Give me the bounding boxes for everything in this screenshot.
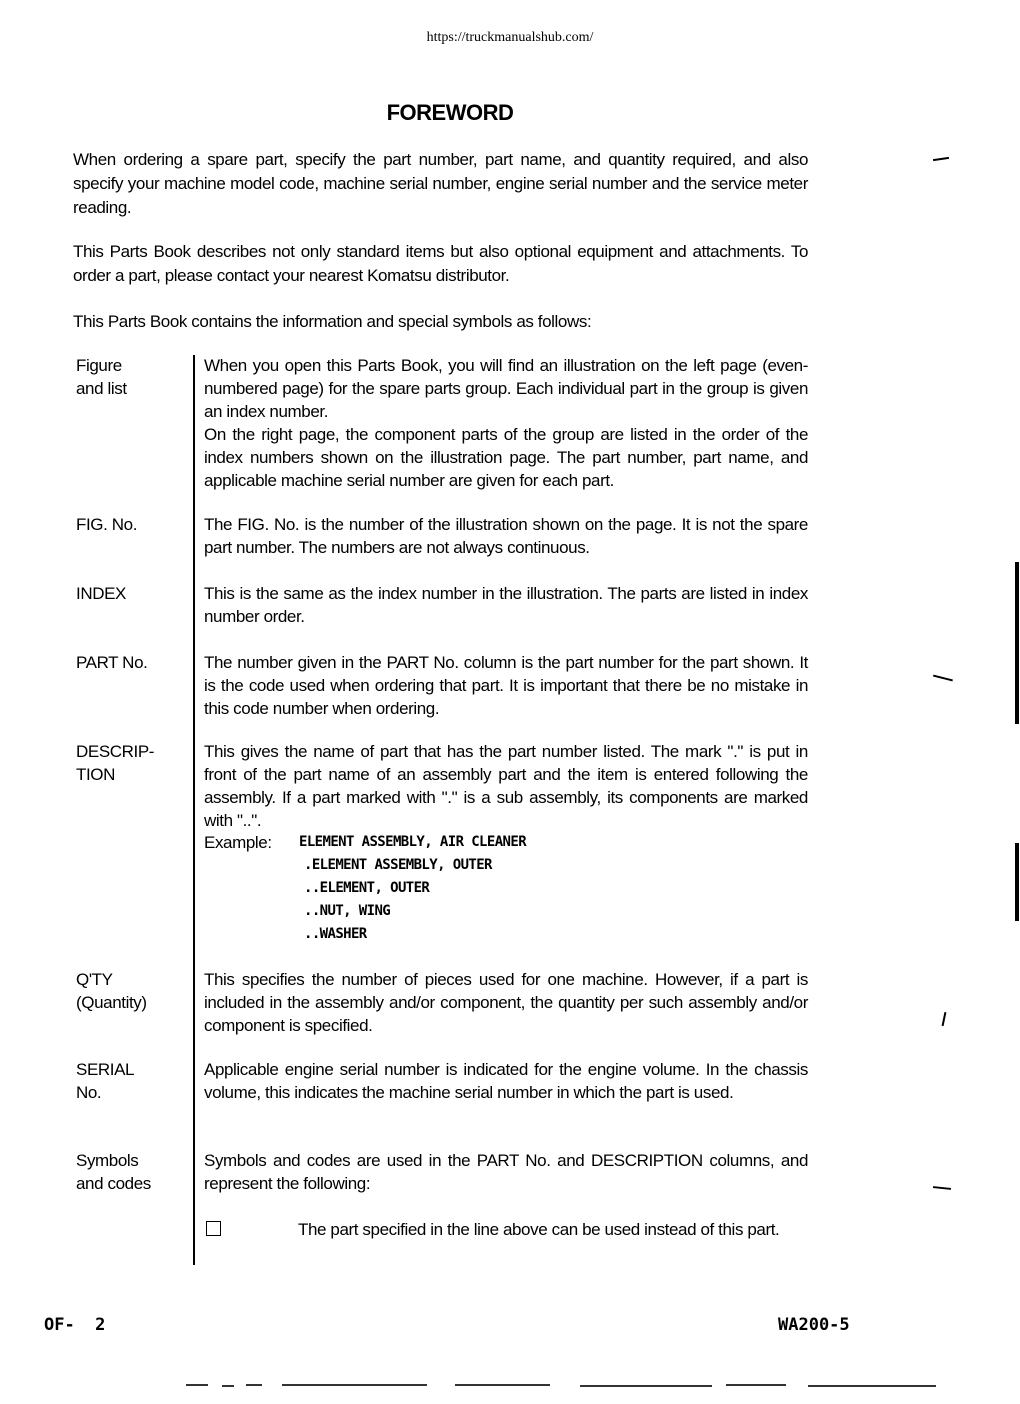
entry-label-part-no: PART No.	[76, 653, 148, 672]
entry-label-qty: Q'TY (Quantity)	[76, 970, 147, 1012]
page-title: FOREWORD	[386, 100, 514, 125]
column-divider	[193, 355, 195, 1265]
scan-line	[282, 1384, 427, 1386]
example-line: ..NUT, WING	[304, 903, 391, 919]
scan-line	[455, 1384, 550, 1386]
example-line: ..WASHER	[304, 926, 367, 942]
entry-text-figure-part2: On the right page, the component parts of the group are listed in the order of the index numbers shown on the illustration page. The part number, part name, and applicable machine serial number are given for each part.	[204, 425, 808, 490]
entry-label-symbols: Symbols and codes	[76, 1151, 151, 1193]
scan-line	[808, 1385, 936, 1387]
example-line: .ELEMENT ASSEMBLY, OUTER	[304, 857, 492, 873]
example-line: ..ELEMENT, OUTER	[304, 880, 430, 896]
entry-label-fig-no: FIG. No.	[76, 515, 138, 534]
example-lines	[299, 831, 699, 946]
scan-mark	[933, 1186, 951, 1189]
empty-square-icon	[206, 1221, 221, 1236]
entry-label-figure: Figure and list	[76, 356, 127, 398]
scan-line	[580, 1385, 712, 1387]
entry-text-index: This is the same as the index number in the illustration. The parts are listed in index number order.	[204, 584, 808, 626]
page-number: OF- 2	[44, 1315, 106, 1335]
entry-label-index: INDEX	[76, 584, 126, 603]
source-url[interactable]: https://truckmanualshub.com/	[426, 30, 594, 45]
example-line: ELEMENT ASSEMBLY, AIR CLEANER	[299, 834, 527, 850]
entry-text-fig-no: The FIG. No. is the number of the illustration shown on the page. It is not the spare part number. The numbers are not always continuous.	[204, 515, 808, 557]
example-lead: Example:	[204, 833, 272, 852]
entry-text-description: This gives the name of part that has the part number listed. The mark "." is put in front of the part name of an assembly part and the item is entered following the assembly. If a part marked with "." is a sub assembly, its components are marked with "..".	[204, 742, 808, 830]
entry-label-serial-no: SERIAL No.	[76, 1060, 135, 1102]
entry-label-description: DESCRIP- TION	[76, 742, 155, 784]
entry-text-figure-part1: When you open this Parts Book, you will find an illustration on the left page (even-numbered page) for the spare parts group. Each individual part in the group is given an index number.	[204, 356, 808, 421]
model-code: WA200-5	[778, 1315, 850, 1335]
entry-text-symbols: Symbols and codes are used in the PART No. and DESCRIPTION columns, and represent the following:	[204, 1151, 808, 1193]
intro-paragraph-contents: This Parts Book contains the information and special symbols as follows:	[73, 312, 592, 331]
symbol-text: The part specified in the line above can be used instead of this part.	[298, 1220, 780, 1239]
intro-paragraph-optional: This Parts Book describes not only standard items but also optional equipment and attachments. To order a part, please contact your nearest Komatsu distributor.	[73, 242, 808, 285]
scan-line	[186, 1384, 208, 1386]
scan-line	[726, 1384, 786, 1386]
scan-bar	[1015, 562, 1019, 724]
scan-mark	[933, 157, 949, 161]
scan-mark	[933, 675, 953, 681]
scan-line	[246, 1384, 262, 1386]
entry-text-qty: This specifies the number of pieces used for one machine. However, if a part is included in the assembly and/or component, the quantity per such assembly and/or component is specified.	[204, 970, 808, 1035]
scan-bar	[1015, 843, 1019, 921]
scan-line	[222, 1385, 234, 1387]
entry-text-serial-no: Applicable engine serial number is indicated for the engine volume. In the chassis volume, this indicates the machine serial number in which the part is used.	[204, 1060, 808, 1102]
scan-mark	[942, 1012, 946, 1026]
intro-paragraph-ordering: When ordering a spare part, specify the part number, part name, and quantity required, and also specify your machine model code, machine serial number, engine serial number and the service meter reading.	[73, 150, 808, 217]
entry-text-figure	[204, 354, 808, 492]
entry-text-part-no: The number given in the PART No. column is the part number for the part shown. It is the code used when ordering that part. It is important that there be no mistake in this code number when ordering.	[204, 653, 808, 718]
